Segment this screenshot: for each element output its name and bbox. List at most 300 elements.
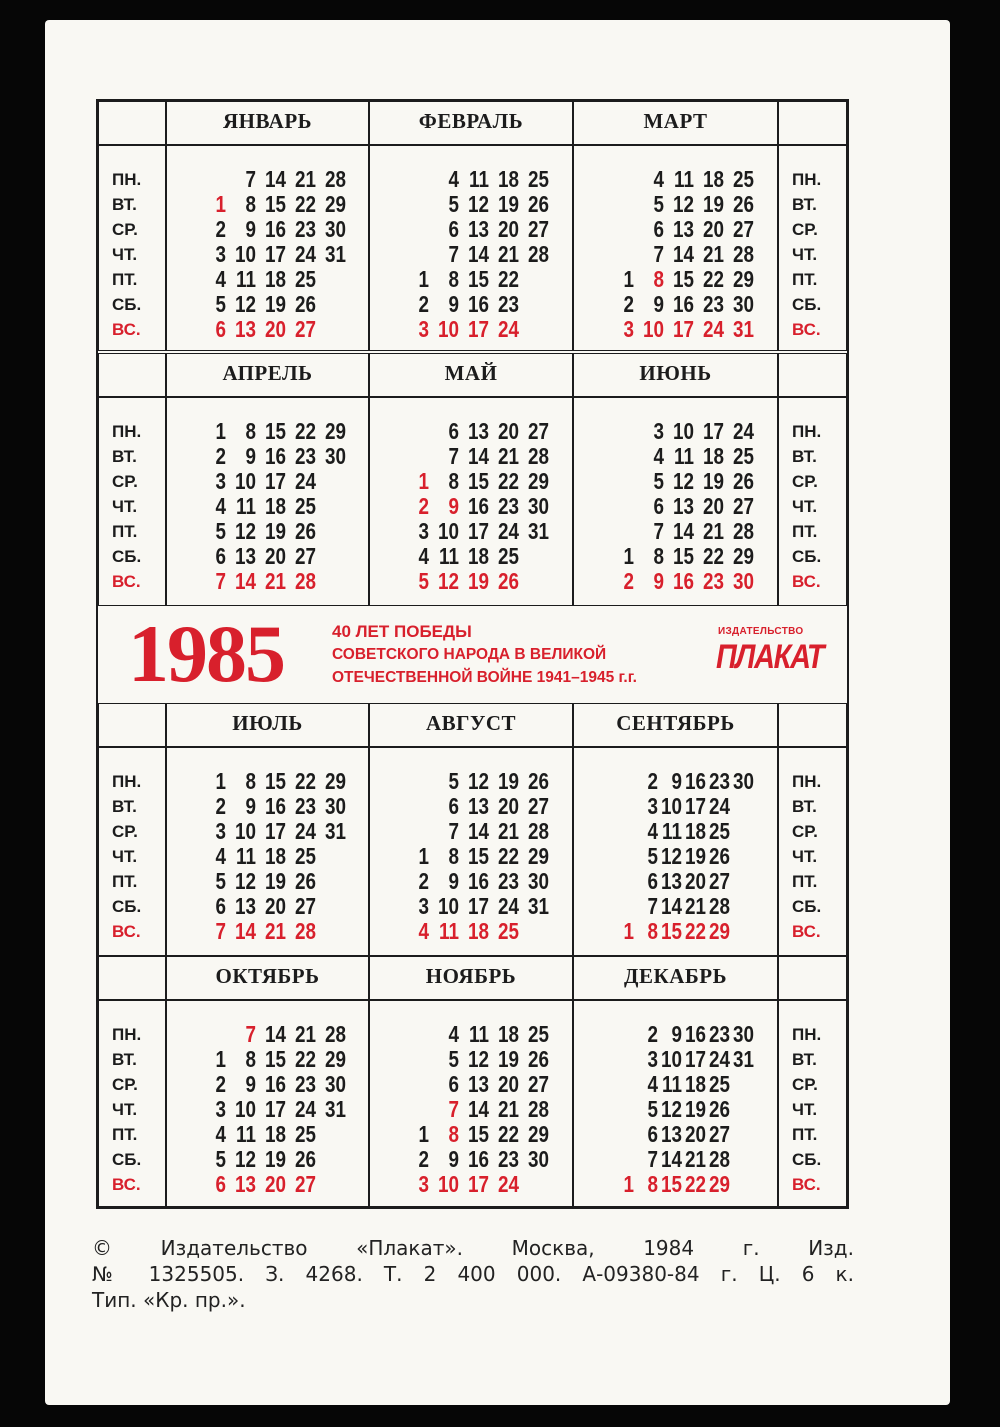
day-number: 12 [235,1146,256,1172]
day-number: 15 [265,768,286,794]
day-number: 2 [215,1071,226,1097]
day-number: 1 [623,266,634,292]
day-number: 4 [448,166,459,192]
day-number: 10 [235,241,256,267]
day-number: 12 [235,291,256,317]
day-number: 22 [498,468,519,494]
day-number: 29 [325,1046,346,1072]
day-number: 3 [647,793,658,819]
day-number: 22 [498,266,519,292]
day-number: 1 [623,543,634,569]
weekday-label: ВТ. [112,447,137,466]
day-row [98,819,847,844]
day-number: 9 [245,443,256,469]
day-number: 31 [528,518,549,544]
day-number: 4 [215,493,226,519]
month-name: НОЯБРЬ [425,964,517,988]
day-number: 14 [468,1096,489,1122]
weekday-label: СБ. [112,295,142,314]
day-number: 1 [418,843,429,869]
day-number: 30 [733,568,754,594]
day-number: 17 [673,316,694,342]
day-number: 2 [418,868,429,894]
banner-slogan [332,620,637,689]
day-number: 16 [673,291,694,317]
quarter-3 [98,703,847,956]
day-number: 20 [703,216,724,242]
weekday-label: ПН. [112,422,142,441]
day-number: 7 [448,241,459,267]
day-number: 6 [215,543,226,569]
day-number: 4 [215,1121,226,1147]
header-cell [778,956,847,1000]
weekday-label: ВС. [112,320,141,339]
day-row [98,469,847,494]
day-number: 12 [468,768,489,794]
month-name: АПРЕЛЬ [222,361,313,385]
day-number: 26 [733,191,754,217]
day-number: 21 [685,893,706,919]
day-number: 18 [685,818,706,844]
day-number: 22 [685,918,706,944]
day-number: 1 [623,918,634,944]
day-number: 28 [528,1096,549,1122]
day-number: 12 [235,868,256,894]
weekday-label: ПТ. [112,1125,138,1144]
day-number: 24 [709,1046,730,1072]
weekday-label: СР. [792,822,818,841]
day-number: 26 [528,768,549,794]
day-number: 29 [709,918,730,944]
year-banner [98,606,847,703]
day-number: 29 [325,768,346,794]
day-number: 24 [709,793,730,819]
imprint [92,1235,854,1313]
month-name: ФЕВРАЛЬ [418,109,524,133]
day-number: 25 [733,443,754,469]
day-number: 2 [418,493,429,519]
day-number: 19 [498,191,519,217]
day-number: 18 [498,166,519,192]
weekday-label: ВС. [792,572,821,591]
day-number: 14 [673,241,694,267]
weekday-label: ЧТ. [112,245,138,264]
day-number: 10 [643,316,664,342]
day-number: 20 [498,216,519,242]
day-row [98,444,847,469]
header-cell [778,703,847,747]
day-number: 15 [468,468,489,494]
day-number: 2 [215,216,226,242]
day-number: 21 [498,443,519,469]
day-number: 9 [671,1021,682,1047]
day-number: 7 [448,1096,459,1122]
day-number: 19 [265,868,286,894]
weekday-label: ВТ. [792,797,817,816]
day-number: 14 [265,166,286,192]
day-number: 19 [265,291,286,317]
day-number: 7 [448,818,459,844]
day-number: 29 [325,191,346,217]
day-number: 6 [215,316,226,342]
day-number: 27 [528,793,549,819]
day-number: 10 [235,468,256,494]
weekday-label: ПТ. [792,522,818,541]
day-number: 15 [468,843,489,869]
day-number: 17 [265,818,286,844]
day-number: 22 [703,266,724,292]
quarter-4 [98,956,847,1207]
day-number: 21 [295,1021,316,1047]
day-number: 16 [265,1071,286,1097]
day-number: 28 [325,166,346,192]
calendar-grid [96,99,849,1209]
day-number: 22 [295,191,316,217]
day-number: 26 [733,468,754,494]
day-number: 18 [498,1021,519,1047]
month-name: ОКТЯБРЬ [215,964,320,988]
day-number: 21 [703,518,724,544]
day-number: 13 [468,418,489,444]
day-number: 12 [468,191,489,217]
day-number: 30 [733,291,754,317]
day-number: 1 [215,418,226,444]
day-number: 26 [295,868,316,894]
day-number: 27 [295,1171,316,1197]
day-number: 10 [661,793,682,819]
day-number: 24 [295,818,316,844]
day-number: 31 [325,241,346,267]
header-cell [98,703,166,747]
day-number: 14 [265,1021,286,1047]
day-number: 12 [661,843,682,869]
day-number: 11 [236,1121,256,1147]
day-number: 22 [685,1171,706,1197]
day-row [98,1172,847,1197]
day-number: 21 [703,241,724,267]
day-row [98,919,847,944]
day-number: 9 [448,1146,459,1172]
weekday-label: ПТ. [112,270,138,289]
weekday-label: ПН. [112,170,142,189]
day-row [98,1047,847,1072]
day-number: 12 [673,191,694,217]
day-number: 8 [448,843,459,869]
day-number: 9 [245,793,256,819]
day-number: 4 [418,543,429,569]
day-number: 4 [653,166,664,192]
day-number: 4 [653,443,664,469]
day-number: 8 [245,1046,256,1072]
day-number: 25 [295,1121,316,1147]
day-number: 3 [418,316,429,342]
day-number: 7 [448,443,459,469]
day-number: 17 [685,793,706,819]
day-number: 4 [215,266,226,292]
day-number: 16 [265,216,286,242]
day-row [98,519,847,544]
day-number: 22 [498,843,519,869]
weekday-label: СР. [112,1075,138,1094]
day-row [98,317,847,342]
day-number: 19 [703,191,724,217]
month-name: ЯНВАРЬ [222,109,313,133]
weekday-label: ВС. [112,922,141,941]
weekday-label: ЧТ. [792,245,818,264]
day-row [98,267,847,292]
day-number: 29 [733,266,754,292]
day-number: 5 [448,768,459,794]
day-number: 5 [215,868,226,894]
day-number: 8 [245,191,256,217]
day-number: 13 [468,216,489,242]
weekday-label: ВС. [112,572,141,591]
day-number: 21 [498,1096,519,1122]
header-cell [778,101,847,145]
day-row [98,794,847,819]
day-number: 27 [733,216,754,242]
day-number: 20 [265,1171,286,1197]
day-number: 5 [653,191,664,217]
day-number: 1 [418,1121,429,1147]
day-number: 2 [647,768,658,794]
day-number: 8 [245,768,256,794]
day-number: 14 [661,893,682,919]
day-number: 19 [685,1096,706,1122]
day-number: 26 [528,1046,549,1072]
day-number: 4 [215,843,226,869]
weekday-label: ЧТ. [112,847,138,866]
day-number: 22 [703,543,724,569]
month-name: МАЙ [444,361,498,385]
day-number: 3 [418,1171,429,1197]
weekday-label: СБ. [792,547,822,566]
day-number: 17 [265,468,286,494]
day-number: 25 [709,1071,730,1097]
day-number: 7 [647,1146,658,1172]
day-number: 6 [448,216,459,242]
day-number: 18 [685,1071,706,1097]
day-number: 13 [673,493,694,519]
weekday-label: СБ. [792,897,822,916]
weekday-label: СР. [792,1075,818,1094]
day-number: 11 [662,818,682,844]
day-number: 17 [468,893,489,919]
day-number: 27 [528,216,549,242]
day-number: 15 [661,1171,682,1197]
day-number: 24 [703,316,724,342]
day-number: 15 [468,1121,489,1147]
imprint-line-3: Тип. «Кр. пр.». [92,1288,246,1312]
weekday-label: СР. [792,472,818,491]
day-number: 17 [685,1046,706,1072]
day-number: 2 [418,1146,429,1172]
month-name: ИЮНЬ [639,361,712,385]
day-number: 28 [295,918,316,944]
day-number: 25 [295,266,316,292]
day-number: 28 [733,518,754,544]
day-number: 23 [498,493,519,519]
day-number: 20 [685,1121,706,1147]
day-number: 24 [498,316,519,342]
day-number: 23 [295,443,316,469]
day-number: 6 [647,868,658,894]
day-number: 5 [647,843,658,869]
day-number: 31 [325,1096,346,1122]
weekday-label: ЧТ. [792,497,818,516]
day-number: 21 [265,918,286,944]
header-cell [778,353,847,397]
day-number: 22 [295,418,316,444]
day-number: 19 [685,843,706,869]
day-number: 5 [418,568,429,594]
month-name: ИЮЛЬ [232,711,303,735]
weekday-label: ВТ. [112,797,137,816]
day-number: 14 [235,568,256,594]
day-number: 20 [498,793,519,819]
day-number: 18 [468,918,489,944]
day-number: 6 [647,1121,658,1147]
day-number: 31 [528,893,549,919]
day-number: 12 [661,1096,682,1122]
day-number: 3 [418,518,429,544]
day-number: 19 [498,1046,519,1072]
day-number: 10 [438,1171,459,1197]
day-number: 7 [653,518,664,544]
slogan-line-3: ОТЕЧЕСТВЕННОЙ ВОЙНЕ 1941–1945 г.г. [332,669,637,686]
day-number: 25 [295,493,316,519]
day-number: 29 [709,1171,730,1197]
day-number: 11 [439,918,459,944]
day-number: 23 [295,1071,316,1097]
day-number: 17 [468,316,489,342]
weekday-label: ПН. [792,772,822,791]
weekday-label: СБ. [112,547,142,566]
day-row [98,1072,847,1097]
day-number: 8 [647,918,658,944]
day-number: 19 [265,1146,286,1172]
publisher-label: ИЗДАТЕЛЬСТВО [718,626,804,637]
day-number: 20 [685,868,706,894]
day-number: 26 [709,1096,730,1122]
slogan-line-1: 40 ЛЕТ ПОБЕДЫ [332,622,472,641]
day-number: 14 [673,518,694,544]
day-number: 6 [653,216,664,242]
day-number: 3 [215,818,226,844]
day-row [98,494,847,519]
day-number: 16 [468,291,489,317]
day-number: 23 [498,868,519,894]
day-row [98,242,847,267]
day-number: 29 [528,1121,549,1147]
day-number: 17 [265,241,286,267]
day-number: 6 [653,493,664,519]
day-number: 27 [295,893,316,919]
day-number: 30 [528,1146,549,1172]
day-number: 27 [528,1071,549,1097]
day-number: 16 [673,568,694,594]
weekday-label: СБ. [112,1150,142,1169]
day-number: 9 [448,868,459,894]
day-number: 28 [528,818,549,844]
weekday-label: ПТ. [792,1125,818,1144]
day-number: 11 [674,443,694,469]
weekday-label: ПН. [792,422,822,441]
day-number: 7 [215,568,226,594]
day-number: 24 [498,518,519,544]
day-number: 1 [418,266,429,292]
weekday-label: ПТ. [112,872,138,891]
day-number: 23 [295,793,316,819]
day-row [98,569,847,594]
day-number: 5 [215,291,226,317]
day-number: 6 [215,1171,226,1197]
day-row [98,544,847,569]
weekday-label: СР. [112,822,138,841]
day-number: 16 [265,443,286,469]
day-number: 8 [653,543,664,569]
day-number: 18 [265,1121,286,1147]
day-number: 16 [685,768,706,794]
day-number: 10 [438,316,459,342]
day-number: 24 [295,1096,316,1122]
day-number: 17 [468,1171,489,1197]
day-number: 29 [528,843,549,869]
weekday-label: СБ. [792,295,822,314]
day-number: 26 [295,1146,316,1172]
day-number: 5 [647,1096,658,1122]
day-number: 23 [703,291,724,317]
weekday-label: ПН. [792,170,822,189]
day-number: 1 [215,768,226,794]
day-number: 8 [448,1121,459,1147]
day-number: 21 [685,1146,706,1172]
day-number: 13 [661,868,682,894]
day-number: 24 [498,893,519,919]
day-number: 7 [653,241,664,267]
weekday-label: ПН. [792,1025,822,1044]
day-number: 30 [325,216,346,242]
day-number: 9 [245,216,256,242]
day-number: 30 [528,493,549,519]
day-number: 4 [418,918,429,944]
day-number: 13 [661,1121,682,1147]
day-number: 15 [673,266,694,292]
day-number: 27 [295,316,316,342]
day-number: 11 [236,266,256,292]
day-row [98,869,847,894]
day-number: 25 [528,166,549,192]
day-number: 24 [498,1171,519,1197]
weekday-label: СР. [112,220,138,239]
day-number: 30 [325,1071,346,1097]
day-number: 10 [661,1046,682,1072]
day-row [98,1147,847,1172]
day-number: 16 [265,793,286,819]
weekday-label: ПТ. [792,270,818,289]
day-number: 9 [653,291,664,317]
weekday-label: СР. [112,472,138,491]
day-number: 11 [236,493,256,519]
day-number: 3 [418,893,429,919]
day-number: 24 [733,418,754,444]
day-number: 2 [215,443,226,469]
day-number: 9 [245,1071,256,1097]
day-number: 18 [468,543,489,569]
day-number: 5 [653,468,664,494]
day-number: 25 [498,543,519,569]
day-number: 25 [528,1021,549,1047]
